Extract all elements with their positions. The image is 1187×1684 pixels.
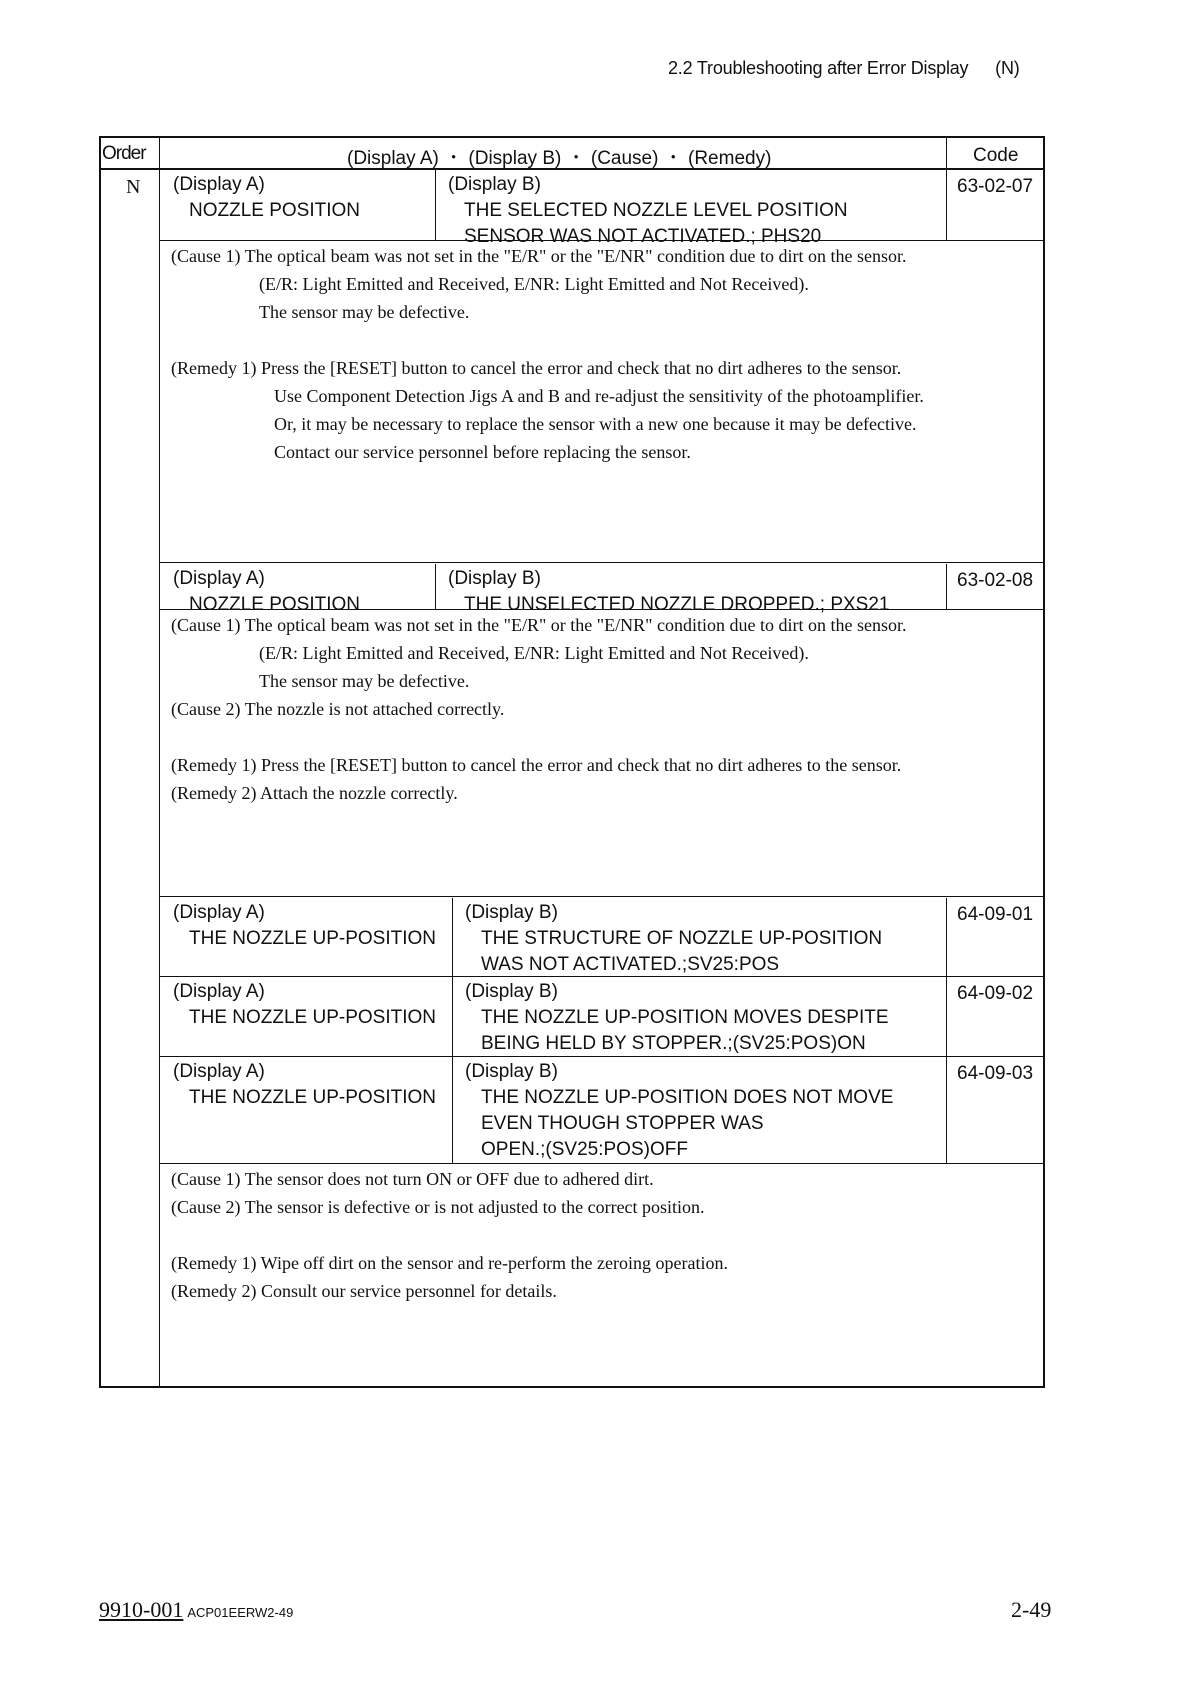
cause-text: The nozzle is not attached correctly. [244,699,505,719]
cause-text: The sensor is defective or is not adjusted to the correct position. [244,1197,705,1217]
page-footer-left [99,1597,293,1623]
section-divider [159,562,1043,563]
page-header [668,58,1020,79]
error-code: 64-09-01 [957,904,1034,925]
detail-block [159,242,1043,466]
error-code: 63-02-07 [957,176,1034,197]
display-b-label: (Display B) [448,174,541,195]
display-a-text: THE NOZZLE UP-POSITION [189,928,437,949]
code-column-divider [946,138,947,170]
error-code-cell [946,564,1043,609]
detail-block [159,1165,1043,1305]
display-a-cell [159,564,435,615]
display-b-label: (Display B) [465,1061,558,1082]
display-a-text: NOZZLE POSITION [189,200,361,221]
display-b-line: BEING HELD BY STOPPER.;(SV25:POS)ON [481,1033,866,1054]
remedy-tag: (Remedy 2) [171,1281,257,1301]
remedy-line [159,1277,1043,1305]
display-b-line: THE UNSELECTED NOZZLE DROPPED.; PXS21 [464,594,890,615]
display-b-cell [452,1057,946,1163]
cause-tag: (Cause 2) [171,1197,241,1217]
cause-tag: (Cause 1) [171,246,241,266]
display-a-cell [159,898,452,976]
section-divider [159,896,1043,897]
display-b-label: (Display B) [465,981,558,1002]
error-code: 64-09-03 [957,1063,1034,1084]
remedy-line [159,779,1043,807]
remedy-text: Press the [RESET] button to cancel the error and check that no dirt adheres to the sensor. [260,755,902,775]
display-b-line: THE STRUCTURE OF NOZZLE UP-POSITION [481,928,883,949]
table-row [159,564,1043,615]
display-a-cell [159,1057,452,1163]
display-b-line: THE SELECTED NOZZLE LEVEL POSITION [464,200,848,221]
page-number: 2-49 [1011,1597,1052,1622]
cause-tag: (Cause 1) [171,1169,241,1189]
section-letter: (N) [995,58,1020,78]
cause-line [159,695,1043,723]
remedy-line [159,354,1043,382]
document-code: ACP01EERW2-49 [187,1605,294,1620]
remedy-text: Attach the nozzle correctly. [260,783,458,803]
table-row [159,1057,1043,1164]
column-header-main: (Display A) ・ (Display B) ・ (Cause) ・ (Remedy) [347,148,772,169]
display-a-label: (Display A) [173,981,265,1002]
display-b-line: WAS NOT ACTIVATED.;SV25:POS [481,954,780,975]
display-a-label: (Display A) [173,1061,265,1082]
display-b-cell [452,977,946,1056]
display-a-cell [159,170,435,240]
cause-tag: (Cause 2) [171,699,241,719]
order-value: N [126,176,141,198]
remedy-text-cont: Use Component Detection Jigs A and B and re-adjust the sensitivity of the photoamplifier. [274,386,924,406]
cause-text: The optical beam was not set in the "E/R" or the "E/NR" condition due to dirt on the sensor. [244,246,907,266]
remedy-line [159,1249,1043,1277]
remedy-text-cont: Or, it may be necessary to replace the sensor with a new one because it may be defective. [274,414,917,434]
cause-line [159,1193,1043,1221]
cause-text-cont: The sensor may be defective. [259,671,470,691]
remedy-tag: (Remedy 1) [171,1253,257,1273]
cause-line [159,1165,1043,1193]
display-a-cell [159,977,452,1056]
table-header-row [101,138,1043,170]
error-code-cell [946,977,1043,1056]
cause-text-cont: (E/R: Light Emitted and Received, E/NR: Light Emitted and Not Received). [259,274,809,294]
display-a-text: THE NOZZLE UP-POSITION [189,1087,437,1108]
remedy-line [159,751,1043,779]
column-header-order: Order [102,143,146,164]
cause-text: The sensor does not turn ON or OFF due to adhered dirt. [244,1169,654,1189]
display-a-text: NOZZLE POSITION [189,594,361,615]
display-b-cell [452,898,946,976]
display-b-label: (Display B) [448,568,541,589]
error-code-cell [946,170,1043,240]
section-title: 2.2 Troubleshooting after Error Display [668,58,969,78]
display-a-label: (Display A) [173,902,265,923]
cause-line [159,242,1043,270]
troubleshooting-table [99,136,1045,1388]
table-row [159,170,1043,247]
display-a-label: (Display A) [173,174,265,195]
display-b-line: THE NOZZLE UP-POSITION MOVES DESPITE [481,1007,889,1028]
display-b-line: THE NOZZLE UP-POSITION DOES NOT MOVE [481,1087,894,1108]
cause-tag: (Cause 1) [171,615,241,635]
display-b-cell [435,564,946,615]
remedy-text-cont: Contact our service personnel before replacing the sensor. [274,442,691,462]
remedy-tag: (Remedy 1) [171,755,257,775]
remedy-tag: (Remedy 1) [171,358,257,378]
cause-text-cont: (E/R: Light Emitted and Received, E/NR: Light Emitted and Not Received). [259,643,809,663]
remedy-text: Press the [RESET] button to cancel the error and check that no dirt adheres to the sensor. [260,358,902,378]
display-b-label: (Display B) [465,902,558,923]
display-b-line: OPEN.;(SV25:POS)OFF [481,1139,688,1160]
cause-text: The optical beam was not set in the "E/R" or the "E/NR" condition due to dirt on the sensor. [244,615,907,635]
remedy-text: Consult our service personnel for details. [260,1281,557,1301]
display-a-label: (Display A) [173,568,265,589]
display-b-cell [435,170,946,247]
display-b-line: SENSOR WAS NOT ACTIVATED.; PHS20 [464,226,822,247]
document-number: 9910-001 [99,1597,184,1622]
detail-block [159,611,1043,807]
display-b-line: EVEN THOUGH STOPPER WAS [481,1113,764,1134]
error-code: 64-09-02 [957,983,1034,1004]
error-code: 63-02-08 [957,570,1034,591]
cause-line [159,611,1043,639]
display-a-text: THE NOZZLE UP-POSITION [189,1007,437,1028]
table-row [159,977,1043,1057]
error-code-cell [946,898,1043,976]
table-row [159,898,1043,977]
column-header-code: Code [973,145,1019,166]
remedy-tag: (Remedy 2) [171,783,257,803]
cause-text-cont: The sensor may be defective. [259,302,470,322]
error-code-cell [946,1057,1043,1163]
remedy-text: Wipe off dirt on the sensor and re-perform the zeroing operation. [260,1253,728,1273]
